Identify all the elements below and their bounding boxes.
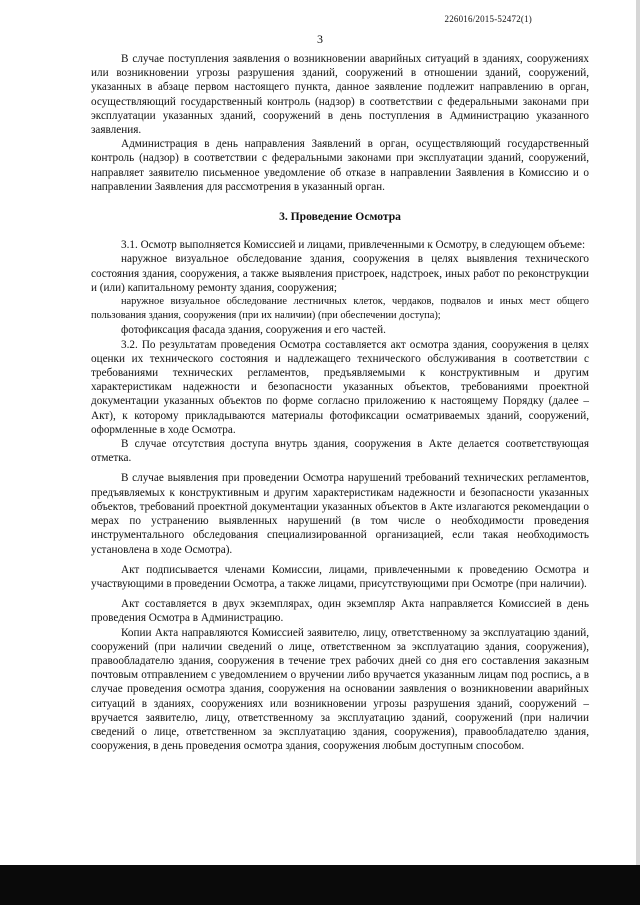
paragraph: наружное визуальное обследование лестничных клеток, чердаков, подвалов и иных мест общего пользования здания, сооружения (при их наличии) (при обеспечении доступа); (91, 296, 589, 322)
page-number: 3 (317, 32, 323, 46)
paragraph: Администрация в день направления Заявлений в орган, осуществляющий государственный контроль (надзор) в соответствии с федеральными законами при эксплуатации зданий, сооружений, направляет заявителю письменное уведомление об отказе в направлении Заявления в Комиссию и о направлении Заявления для рассмотрения в указанный орган. (91, 138, 589, 193)
paragraph: Акт подписывается членами Комиссии, лицами, привлеченными к проведению Осмотра и участвующими в проведении Осмотра, а также лицами, присутствующими при Осмотре (при наличии). (91, 563, 589, 590)
scan-edge-shadow (636, 0, 640, 865)
section-heading: 3. Проведение Осмотра (279, 210, 401, 224)
paragraph: 3.1. Осмотр выполняется Комиссией и лицами, привлеченными к Осмотру, в следующем объеме: (121, 239, 586, 252)
scan-border-bottom (0, 865, 640, 905)
paragraph: наружное визуальное обследование здания, сооружения в целях выявления технического состояния здания, сооружения, а также выявления пристроек, надстроек, иных работ по реконструкции и (или) капитальному ремонту здания, сооружения; (91, 253, 589, 294)
paragraph: В случае поступления заявления о возникновении аварийных ситуаций в зданиях, сооружениях или возникновении угрозы разрушения зданий, сооружений в отношении зданий, сооружений, указанных в абзаце первом настоящего пункта, данное заявление подлежит направлению в орган, осуществляющий государственный контроль (надзор) в соответствии с федеральными законами при эксплуатации указанных зданий, сооружений в день поступления в Администрацию указанного заявления. (91, 53, 589, 137)
paragraph: В случае отсутствия доступа внутрь здания, сооружения в Акте делается соответствующая отметка. (91, 438, 589, 465)
paragraph: 3.2. По результатам проведения Осмотра составляется акт осмотра здания, сооружения в целях оценки их технического состояния и надлежащего технического обслуживания в соответствии с требованиями технических регламентов, предъявляемыми к конструктивным и другим характеристикам надежности и безопасности указанных объектов, требованиями проектной документации указанных объектов по форме согласно приложению к настоящему Порядку (далее – Акт), к которому прикладываются материалы фотофиксации осматриваемых зданий, сооружений, оформленные в ходе Осмотра. (91, 338, 589, 436)
paragraph: Акт составляется в двух экземплярах, один экземпляр Акта направляется Комиссией в день проведения Осмотра в Администрацию. (91, 598, 589, 625)
paragraph: фотофиксация фасада здания, сооружения и его частей. (121, 324, 386, 337)
paragraph: В случае выявления при проведении Осмотра нарушений требований технических регламентов, предъявляемых к конструктивным и другим характеристикам надежности и безопасности указанных объектов, требований проектной документации указанных объектов в Акте излагаются рекомендации о мерах по устранению выявленных нарушений (в том числе о необходимости проведения инструментального обследования специализированной организацией, если такая необходимость установлена в ходе Осмотра). (91, 472, 589, 556)
document-body (91, 52, 589, 753)
paragraph: Копии Акта направляются Комиссией заявителю, лицу, ответственному за эксплуатацию зданий, сооружений (при наличии сведений о лице, ответственном за эксплуатацию здания, сооружения), правообладателю здания, сооружения в течение трех рабочих дней со дня его составления заказным почтовым отправлением с уведомлением о вручении либо вручается указанным лицам под роспись, а в случае проведения осмотра здания, сооружения на основании заявления о возникновении аварийных ситуаций в зданиях, сооружениях или возникновении угрозы разрушения зданий, сооружений – вручается заявителю, лицу, ответственному за эксплуатацию зданий, сооружений (при наличии сведений о лице, ответственном за эксплуатацию здания, сооружения), правообладателю здания, сооружения, в день проведения осмотра здания, сооружения любым доступным способом. (91, 626, 589, 753)
document-id: 226016/2015-52472(1) (444, 14, 532, 24)
